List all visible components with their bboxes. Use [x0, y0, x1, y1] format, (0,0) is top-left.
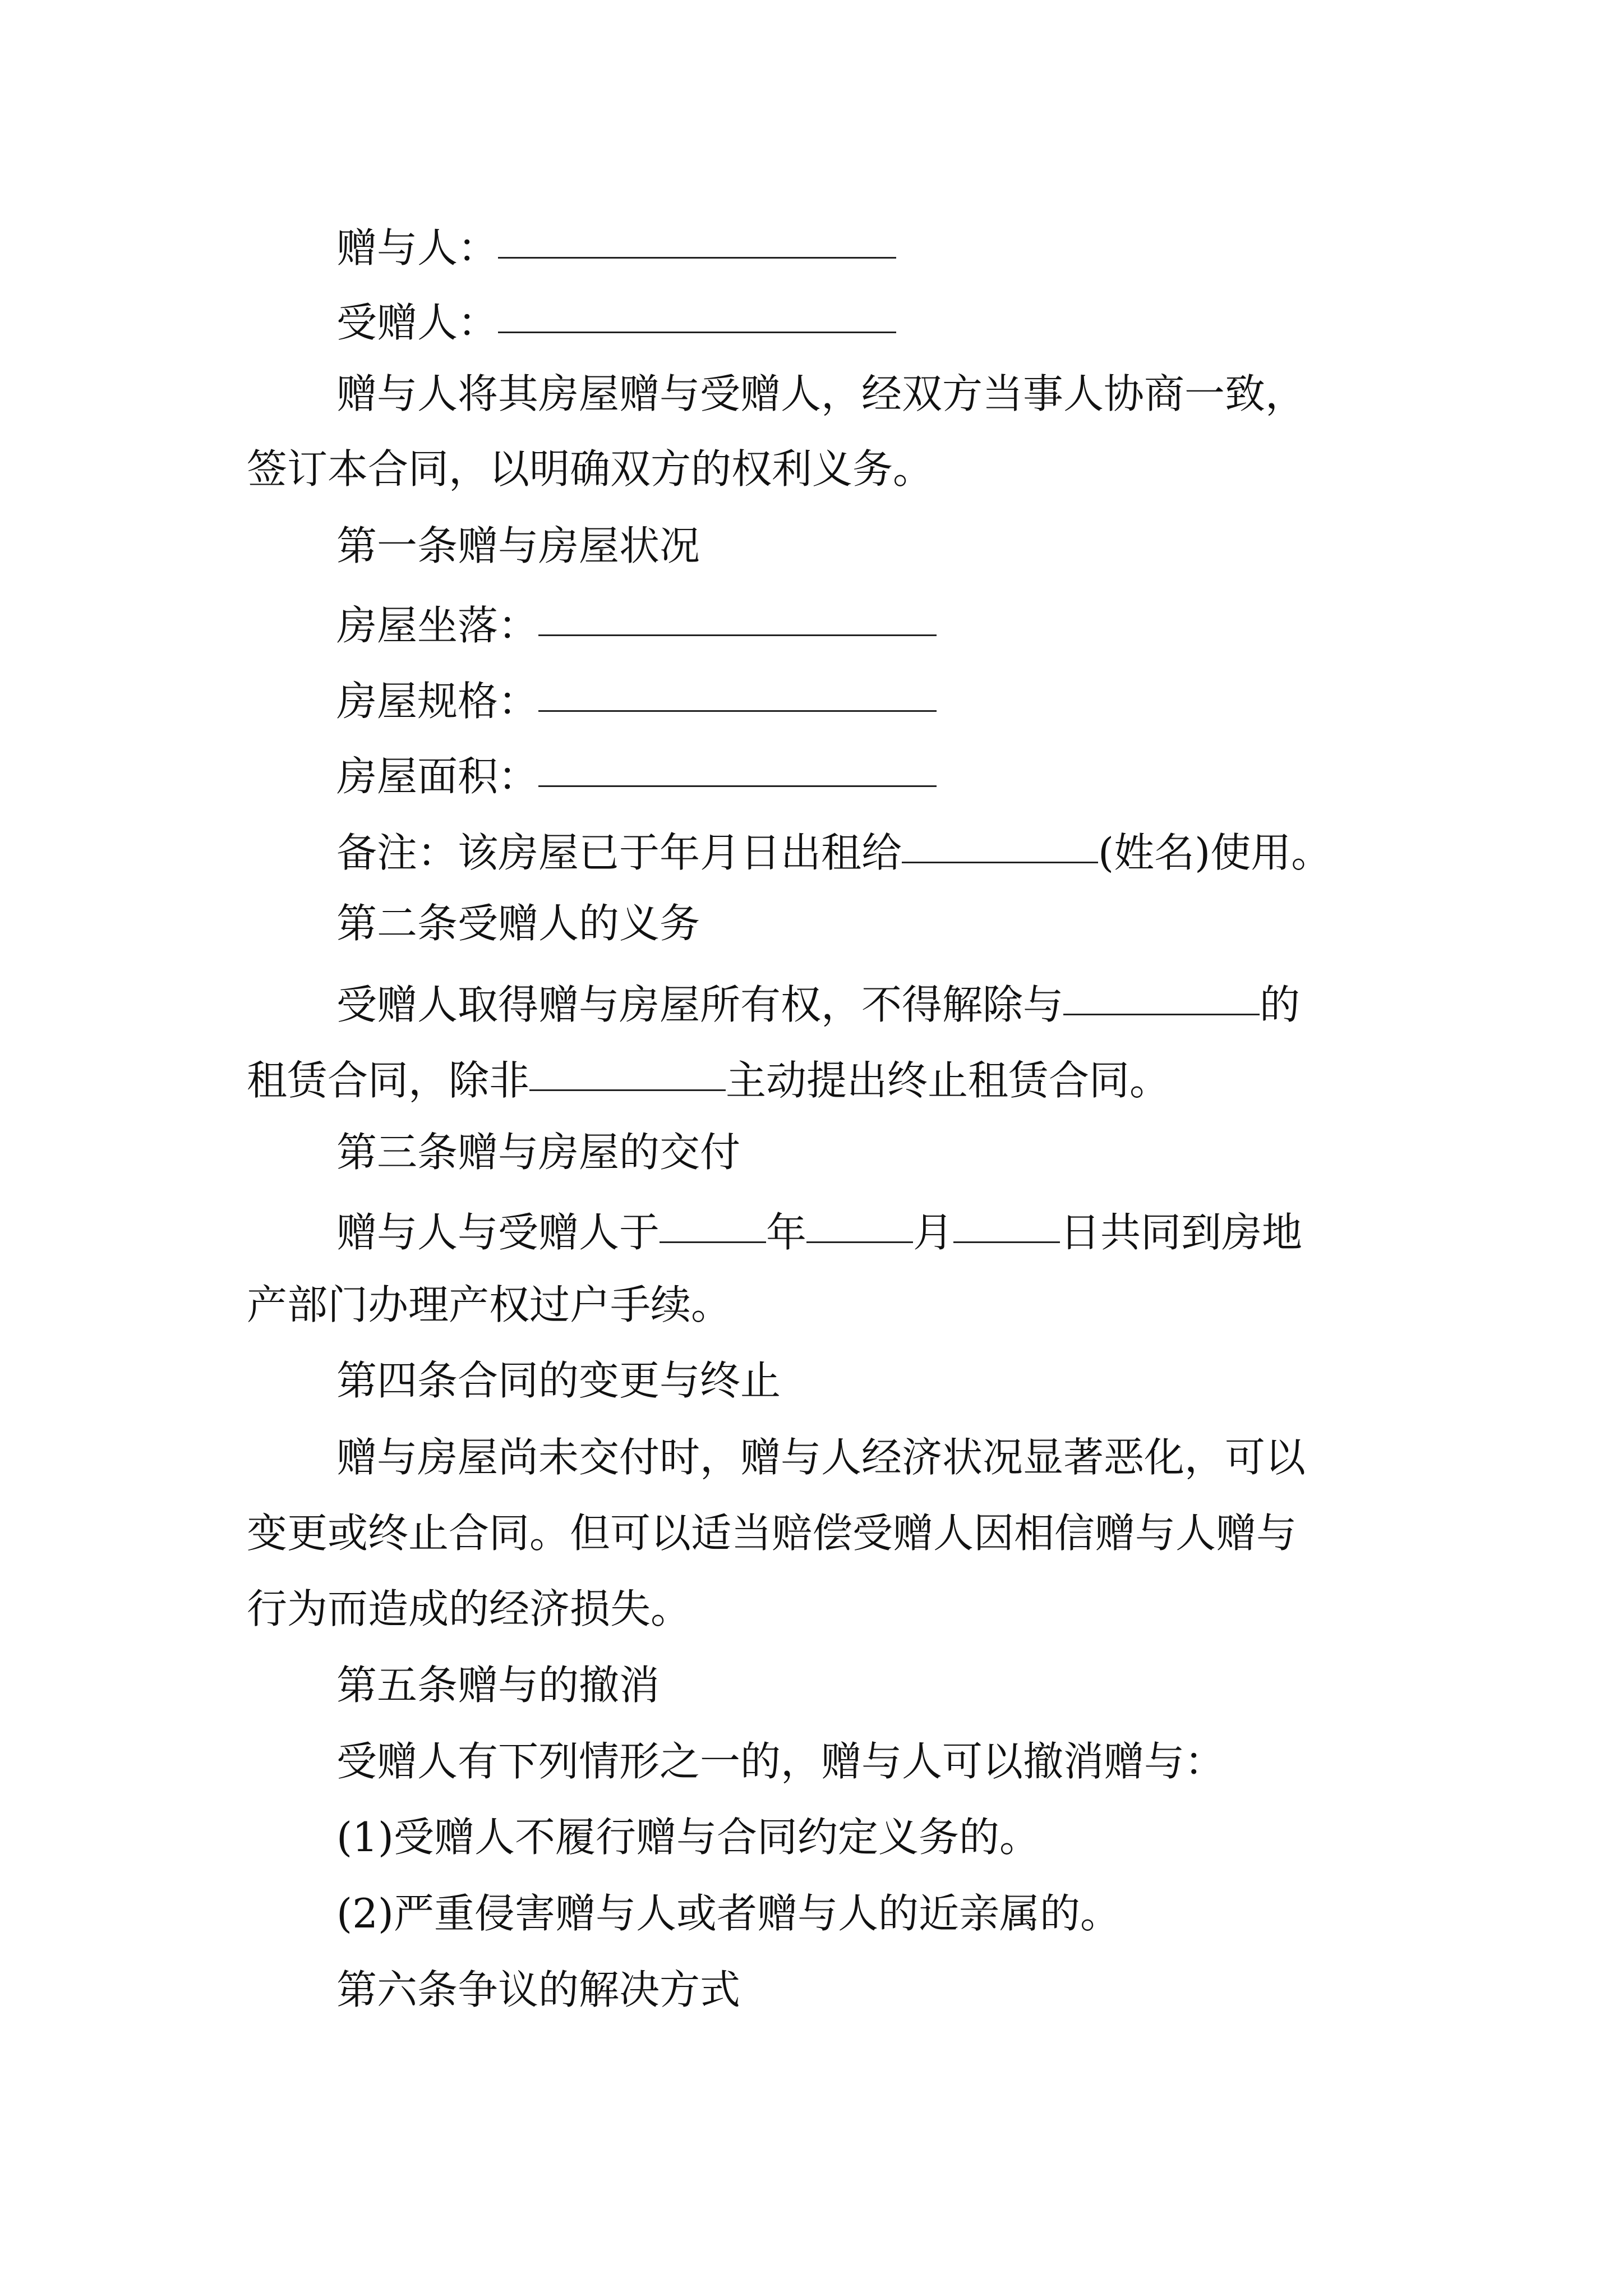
- article-3-line-2: 产部门办理产权过户手续。: [247, 1281, 732, 1328]
- note-suffix: (姓名)使用。: [1098, 829, 1332, 876]
- year-blank: [660, 1204, 766, 1243]
- intro-line-1: 赠与人将其房屋赠与受赠人，经双方当事人协商一致，: [336, 370, 1306, 417]
- house-area-line: [336, 752, 937, 800]
- article-4-line-3: 行为而造成的经济损失。: [247, 1585, 691, 1632]
- tenant-name-blank: [902, 825, 1098, 863]
- day-blank: [953, 1204, 1060, 1243]
- year-label: 年: [766, 1209, 807, 1256]
- article-1-title: 第一条赠与房屋状况: [336, 522, 700, 569]
- article-6-title: 第六条争议的解决方式: [336, 1966, 741, 2013]
- article-2-text-b: 的: [1260, 981, 1301, 1028]
- article-5-item-2: (2)严重侵害赠与人或者赠与人的近亲属的。: [336, 1890, 1121, 1937]
- month-label: 月: [913, 1209, 954, 1256]
- donor-label: 赠与人：: [336, 224, 499, 272]
- article-4-title: 第四条合同的变更与终止: [336, 1357, 781, 1404]
- house-location-line: [336, 601, 937, 649]
- intro-line-2: 签订本合同，以明确双方的权利义务。: [247, 445, 934, 493]
- house-location-blank: [538, 597, 937, 636]
- month-blank: [806, 1204, 913, 1243]
- house-spec-blank: [538, 673, 937, 712]
- article-4-line-1: 赠与房屋尚未交付时，赠与人经济状况显著恶化，可以: [336, 1434, 1306, 1481]
- donor-blank: [498, 220, 896, 259]
- donor-line: [336, 223, 896, 272]
- donee-line: [336, 298, 896, 346]
- article-2-text-c: 租赁合同，除非: [247, 1057, 530, 1104]
- house-area-blank: [538, 748, 937, 787]
- article-2-line-2: [247, 1056, 1170, 1104]
- article-4-line-2: 变更或终止合同。但可以适当赔偿受赠人因相信赠与人赠与: [247, 1510, 1297, 1557]
- article-3-text-a: 赠与人与受赠人于: [336, 1209, 660, 1256]
- house-location-label: 房屋坐落：: [336, 602, 539, 649]
- note-line: [336, 828, 1332, 876]
- note-prefix: 备注：该房屋已于年月日出租给: [336, 829, 902, 876]
- donee-blank: [498, 295, 896, 333]
- house-spec-label: 房屋规格：: [336, 678, 539, 725]
- article-2-text-a: 受赠人取得赠与房屋所有权，不得解除与: [336, 981, 1064, 1028]
- house-spec-line: [336, 677, 937, 725]
- article-3-line-1: [336, 1208, 1303, 1256]
- article-3-text-b: 日共同到房地: [1060, 1209, 1303, 1256]
- article-2-title: 第二条受赠人的义务: [336, 900, 700, 947]
- house-area-label: 房屋面积：: [336, 753, 539, 800]
- tenant-blank-2: [529, 1052, 726, 1091]
- article-5-title: 第五条赠与的撤消: [336, 1662, 660, 1709]
- article-5-item-1: (1)受赠人不履行赠与合同约定义务的。: [336, 1814, 1040, 1861]
- article-2-text-d: 主动提出终止租赁合同。: [726, 1057, 1170, 1104]
- article-2-line-1: [336, 980, 1301, 1028]
- article-5-line-1: 受赠人有下列情形之一的，赠与人可以撤消赠与：: [336, 1738, 1225, 1785]
- tenant-blank-1: [1063, 977, 1260, 1015]
- donee-label: 受赠人：: [336, 299, 499, 346]
- article-3-title: 第三条赠与房屋的交付: [336, 1129, 741, 1176]
